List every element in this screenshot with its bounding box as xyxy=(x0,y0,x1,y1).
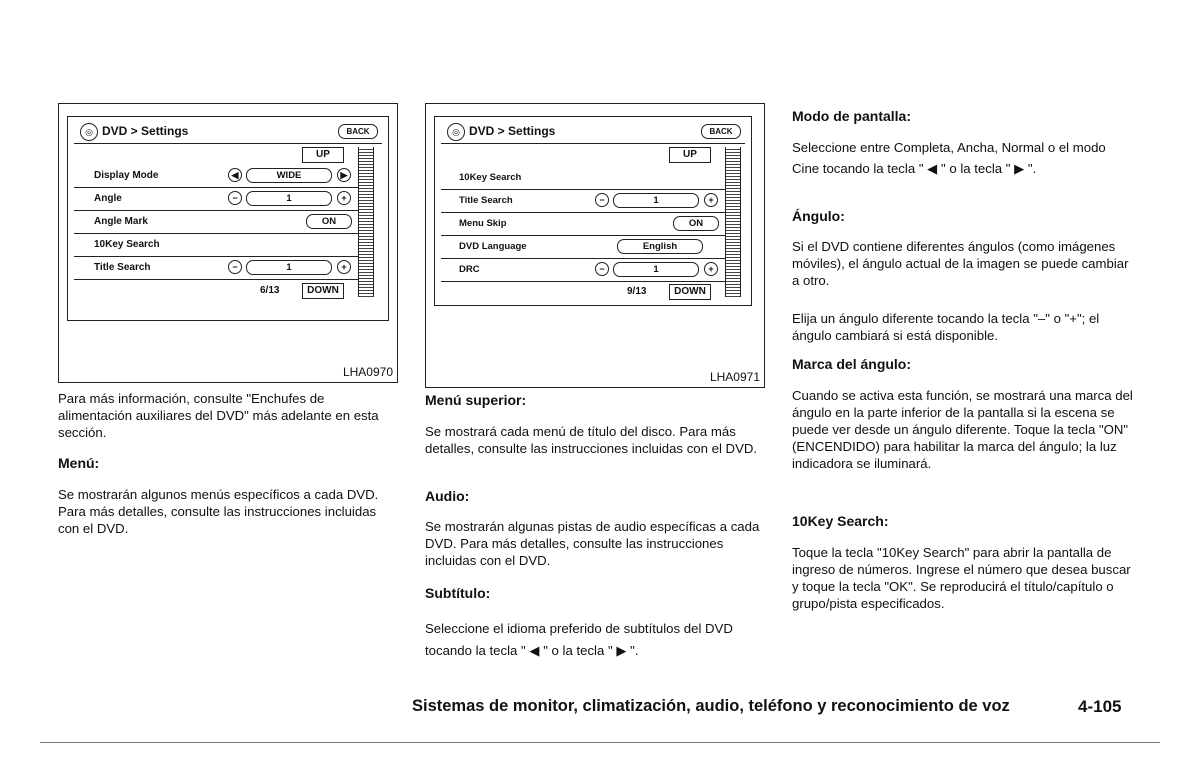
row-label: 10Key Search xyxy=(94,239,160,250)
scrollbar[interactable] xyxy=(358,147,374,297)
row-label: Title Search xyxy=(459,195,513,206)
right-arrow-icon[interactable]: ▶ xyxy=(337,168,351,182)
settings-row[interactable] xyxy=(441,190,725,213)
row-label: Angle xyxy=(94,193,122,204)
plus-icon[interactable]: + xyxy=(337,191,351,205)
title-search-value: 1 xyxy=(613,193,699,208)
minus-icon[interactable]: − xyxy=(595,193,609,207)
angle-heading: Ángulo: xyxy=(792,208,845,224)
section-footer: Sistemas de monitor, climatización, audio, teléfono y reconocimiento de voz xyxy=(412,697,1010,715)
angle-paragraph-1: Si el DVD contiene diferentes ángulos (como imágenes móviles), el ángulo actual de la imagen se puede cambiar a otro. xyxy=(792,239,1129,288)
left-arrow-icon[interactable]: ◀ xyxy=(228,168,242,182)
dvd-disc-icon: ◎ xyxy=(80,123,98,141)
row-label: DRC xyxy=(459,264,480,275)
display-mode-heading: Modo de pantalla: xyxy=(792,108,911,124)
plus-icon[interactable]: + xyxy=(704,193,718,207)
settings-row[interactable] xyxy=(74,234,362,257)
row-label: Angle Mark xyxy=(94,216,148,227)
settings-row[interactable] xyxy=(441,259,725,282)
audio-heading: Audio: xyxy=(425,488,470,504)
menu-heading: Menú: xyxy=(58,455,100,471)
figure-lha0970 xyxy=(58,103,398,383)
row-label: Menu Skip xyxy=(459,218,507,229)
back-button[interactable]: BACK xyxy=(338,124,378,139)
audio-paragraph: Se mostrarán algunas pistas de audio específicas a cada DVD. Para más detalles, consulte las instrucciones incluidas con el DVD. xyxy=(425,519,760,568)
page-number: 4-105 xyxy=(1078,697,1122,716)
angle-mark-paragraph: Cuando se activa esta función, se mostrará una marca del ángulo en la parte inferior de la pantalla si la escena se puede ver desde un ángulo diferente. Toque la tecla "ON" (ENCENDIDO) para habilitar la marca del ángulo; la luz indicadora se iluminará. xyxy=(792,388,1133,471)
dvd-settings-screen xyxy=(67,116,389,321)
down-button[interactable]: DOWN xyxy=(302,283,344,299)
display-mode-value: WIDE xyxy=(246,168,332,183)
figure-lha0971 xyxy=(425,103,765,388)
figure-label: LHA0970 xyxy=(342,365,393,379)
intro-paragraph: Para más información, consulte "Enchufes de alimentación auxiliares del DVD" más adelante en esta sección. xyxy=(58,391,379,440)
settings-row[interactable] xyxy=(74,257,362,280)
plus-icon[interactable]: + xyxy=(337,260,351,274)
minus-icon[interactable]: − xyxy=(228,191,242,205)
screen-header xyxy=(74,121,382,144)
drc-value: 1 xyxy=(613,262,699,277)
row-label: DVD Language xyxy=(459,241,527,252)
angle-paragraph-2: Elija un ángulo diferente tocando la tecla "–" o "+"; el ángulo cambiará si está disponible. xyxy=(792,311,1100,343)
title-search-value: 1 xyxy=(246,260,332,275)
angle-mark-heading: Marca del ángulo: xyxy=(792,356,912,372)
page-indicator: 9/13 xyxy=(627,286,647,297)
up-button[interactable]: UP xyxy=(302,147,344,163)
row-label: Title Search xyxy=(94,262,151,273)
plus-icon[interactable]: + xyxy=(704,262,718,276)
angle-mark-toggle[interactable]: ON xyxy=(306,214,352,229)
dvd-settings-screen xyxy=(434,116,752,306)
menu-paragraph: Se mostrarán algunos menús específicos a cada DVD. Para más detalles, consulte las instrucciones incluidas con el DVD. xyxy=(58,487,379,536)
10key-search-paragraph: Toque la tecla "10Key Search" para abrir la pantalla de ingreso de números. Ingrese el número que desea buscar y toque la tecla "OK". Se reproducirá el título/capítulo o grupo/pista especificados. xyxy=(792,545,1131,611)
settings-row[interactable] xyxy=(441,236,725,259)
page-indicator: 6/13 xyxy=(260,285,280,296)
settings-row[interactable] xyxy=(74,188,362,211)
minus-icon[interactable]: − xyxy=(228,260,242,274)
row-label: 10Key Search xyxy=(459,172,522,183)
10key-search-heading: 10Key Search: xyxy=(792,513,889,529)
settings-row[interactable] xyxy=(441,213,725,236)
minus-icon[interactable]: − xyxy=(595,262,609,276)
scrollbar[interactable] xyxy=(725,147,741,297)
settings-row[interactable] xyxy=(441,167,725,190)
footer-rule xyxy=(40,742,1160,743)
dvd-disc-icon: ◎ xyxy=(447,123,465,141)
screen-header xyxy=(441,121,745,144)
top-menu-heading: Menú superior: xyxy=(425,392,527,408)
screen-title: DVD > Settings xyxy=(102,124,189,138)
menu-skip-toggle[interactable]: ON xyxy=(673,216,719,231)
figure-label: LHA0971 xyxy=(709,370,760,384)
top-menu-paragraph: Se mostrará cada menú de título del disco. Para más detalles, consulte las instrucciones incluidas con el DVD. xyxy=(425,424,758,456)
screen-title: DVD > Settings xyxy=(469,124,556,138)
back-button[interactable]: BACK xyxy=(701,124,741,139)
down-button[interactable]: DOWN xyxy=(669,284,711,300)
subtitle-heading: Subtítulo: xyxy=(425,585,491,601)
display-mode-paragraph: Seleccione entre Completa, Ancha, Normal o el modo Cine tocando la tecla " ◀ " o la tecla " ▶ ". xyxy=(792,140,1106,176)
subtitle-paragraph: Seleccione el idioma preferido de subtítulos del DVD tocando la tecla " ◀ " o la tecla " ▶ ". xyxy=(425,621,733,658)
settings-row[interactable] xyxy=(74,211,362,234)
dvd-language-value[interactable]: English xyxy=(617,239,703,254)
up-button[interactable]: UP xyxy=(669,147,711,163)
row-label: Display Mode xyxy=(94,170,159,181)
settings-row[interactable] xyxy=(74,165,362,188)
angle-value: 1 xyxy=(246,191,332,206)
